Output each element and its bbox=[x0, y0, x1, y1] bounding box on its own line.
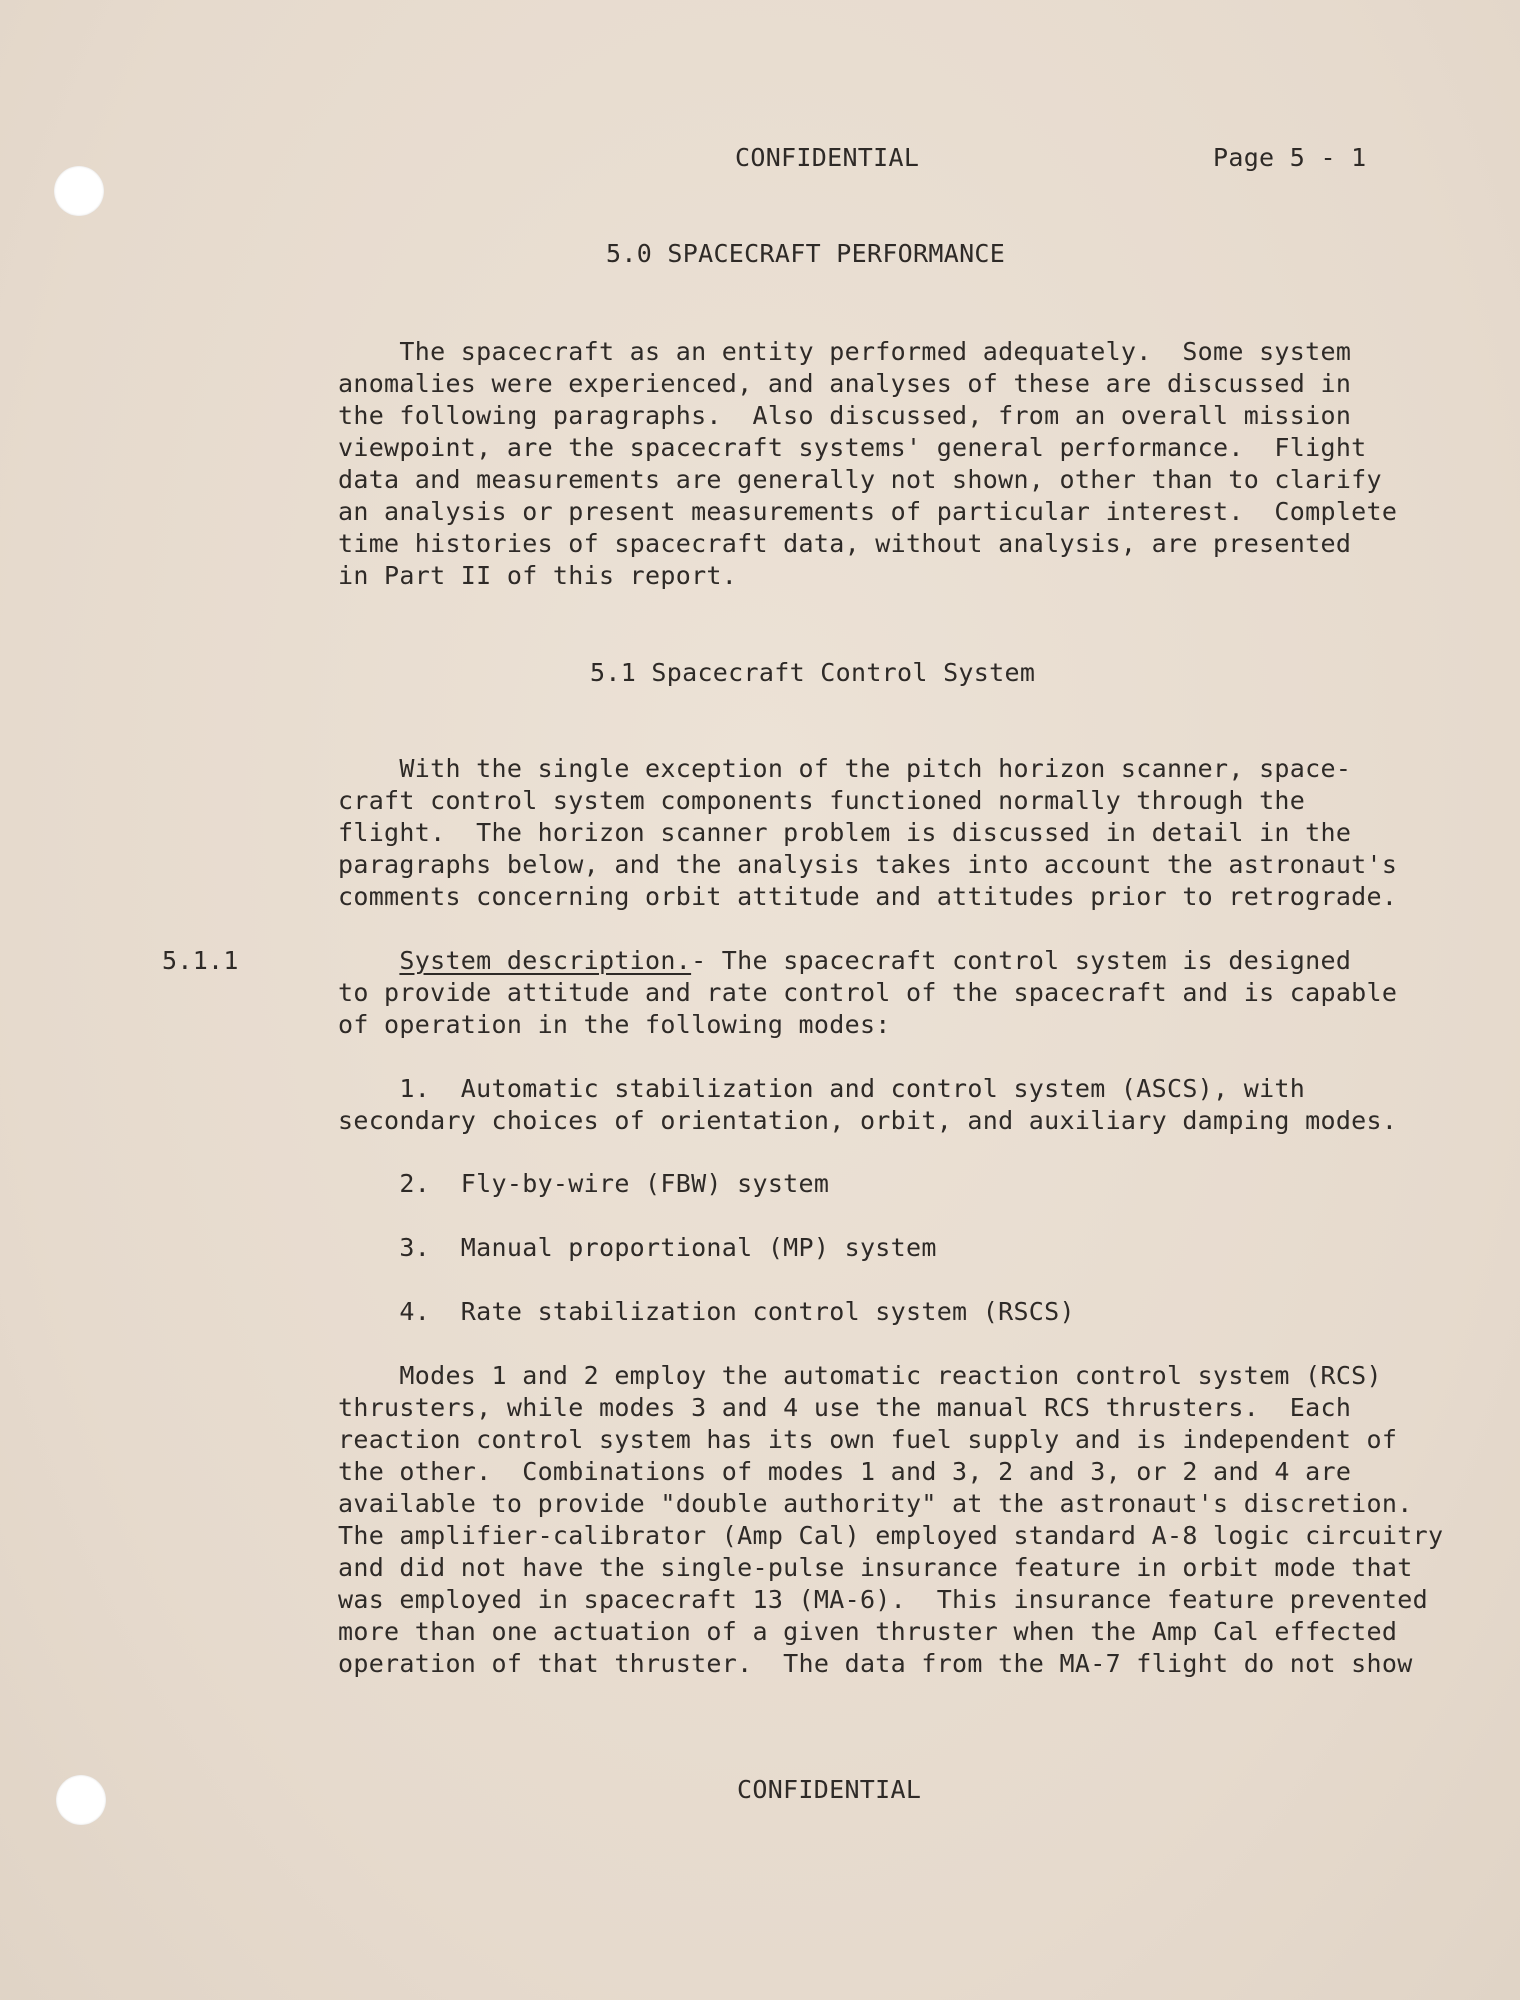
text-line: time histories of spacecraft data, without analysis, are presented bbox=[338, 529, 1352, 558]
subsection-title: 5.1 Spacecraft Control System bbox=[590, 658, 1036, 687]
mode-item-1 bbox=[338, 1073, 1488, 1137]
binder-hole-bottom bbox=[56, 1775, 106, 1825]
paragraph-heading: System description. bbox=[399, 946, 692, 975]
system-description-paragraph bbox=[338, 945, 1488, 1041]
text-line: operation of that thruster. The data from the MA-7 flight do not show bbox=[338, 1649, 1413, 1678]
text-line: the other. Combinations of modes 1 and 3, 2 and 3, or 2 and 4 are bbox=[338, 1457, 1352, 1486]
text-line: was employed in spacecraft 13 (MA-6). This insurance feature prevented bbox=[338, 1585, 1428, 1614]
text-line: The spacecraft as an entity performed adequately. Some system bbox=[338, 337, 1352, 366]
text-line: an analysis or present measurements of particular interest. Complete bbox=[338, 497, 1398, 526]
section-title: 5.0 SPACECRAFT PERFORMANCE bbox=[606, 239, 1006, 268]
header-classification: CONFIDENTIAL bbox=[735, 143, 920, 172]
binder-hole-top bbox=[54, 166, 104, 216]
text-line: viewpoint, are the spacecraft systems' general performance. Flight bbox=[338, 433, 1367, 462]
text-line: 4. Rate stabilization control system (RSCS) bbox=[338, 1297, 1075, 1326]
text-line: With the single exception of the pitch horizon scanner, space- bbox=[338, 754, 1352, 783]
section-intro-paragraph bbox=[338, 336, 1488, 592]
text-line bbox=[338, 945, 1488, 977]
modes-paragraph bbox=[338, 1360, 1488, 1680]
paragraph-number: 5.1.1 bbox=[162, 946, 239, 975]
heading-dash: - bbox=[691, 946, 722, 975]
mode-item-2 bbox=[338, 1168, 1488, 1200]
text-line: of operation in the following modes: bbox=[338, 1010, 891, 1039]
text-line: to provide attitude and rate control of the spacecraft and is capable bbox=[338, 978, 1398, 1007]
footer-classification: CONFIDENTIAL bbox=[737, 1775, 922, 1804]
page-number: Page 5 - 1 bbox=[1213, 143, 1367, 172]
text-line: and did not have the single-pulse insurance feature in orbit mode that bbox=[338, 1553, 1413, 1582]
text-line: 1. Automatic stabilization and control system (ASCS), with bbox=[338, 1074, 1306, 1103]
text-line: 3. Manual proportional (MP) system bbox=[338, 1233, 937, 1262]
text-line: available to provide "double authority" at the astronaut's discretion. bbox=[338, 1489, 1413, 1518]
text-line: Modes 1 and 2 employ the automatic reaction control system (RCS) bbox=[338, 1361, 1382, 1390]
text-line: thrusters, while modes 3 and 4 use the manual RCS thrusters. Each bbox=[338, 1393, 1352, 1422]
text-line: The amplifier-calibrator (Amp Cal) employed standard A-8 logic circuitry bbox=[338, 1521, 1444, 1550]
mode-item-3 bbox=[338, 1232, 1488, 1264]
text-line: data and measurements are generally not shown, other than to clarify bbox=[338, 465, 1382, 494]
text-line: the following paragraphs. Also discussed, from an overall mission bbox=[338, 401, 1352, 430]
text-line: more than one actuation of a given thruster when the Amp Cal effected bbox=[338, 1617, 1398, 1646]
text-line: 2. Fly-by-wire (FBW) system bbox=[338, 1169, 830, 1198]
text-line: secondary choices of orientation, orbit, and auxiliary damping modes. bbox=[338, 1106, 1398, 1135]
text-line: paragraphs below, and the analysis takes into account the astronaut's bbox=[338, 850, 1398, 879]
mode-item-4 bbox=[338, 1296, 1488, 1328]
text-line: reaction control system has its own fuel supply and is independent of bbox=[338, 1425, 1398, 1454]
text-line: comments concerning orbit attitude and attitudes prior to retrograde. bbox=[338, 882, 1398, 911]
text-line: craft control system components functioned normally through the bbox=[338, 786, 1306, 815]
text-line: flight. The horizon scanner problem is discussed in detail in the bbox=[338, 818, 1352, 847]
text-line: anomalies were experienced, and analyses of these are discussed in bbox=[338, 369, 1352, 398]
text-line: in Part II of this report. bbox=[338, 561, 738, 590]
heading-line-rest: The spacecraft control system is designed bbox=[721, 946, 1352, 975]
subsection-intro-paragraph bbox=[338, 753, 1488, 913]
